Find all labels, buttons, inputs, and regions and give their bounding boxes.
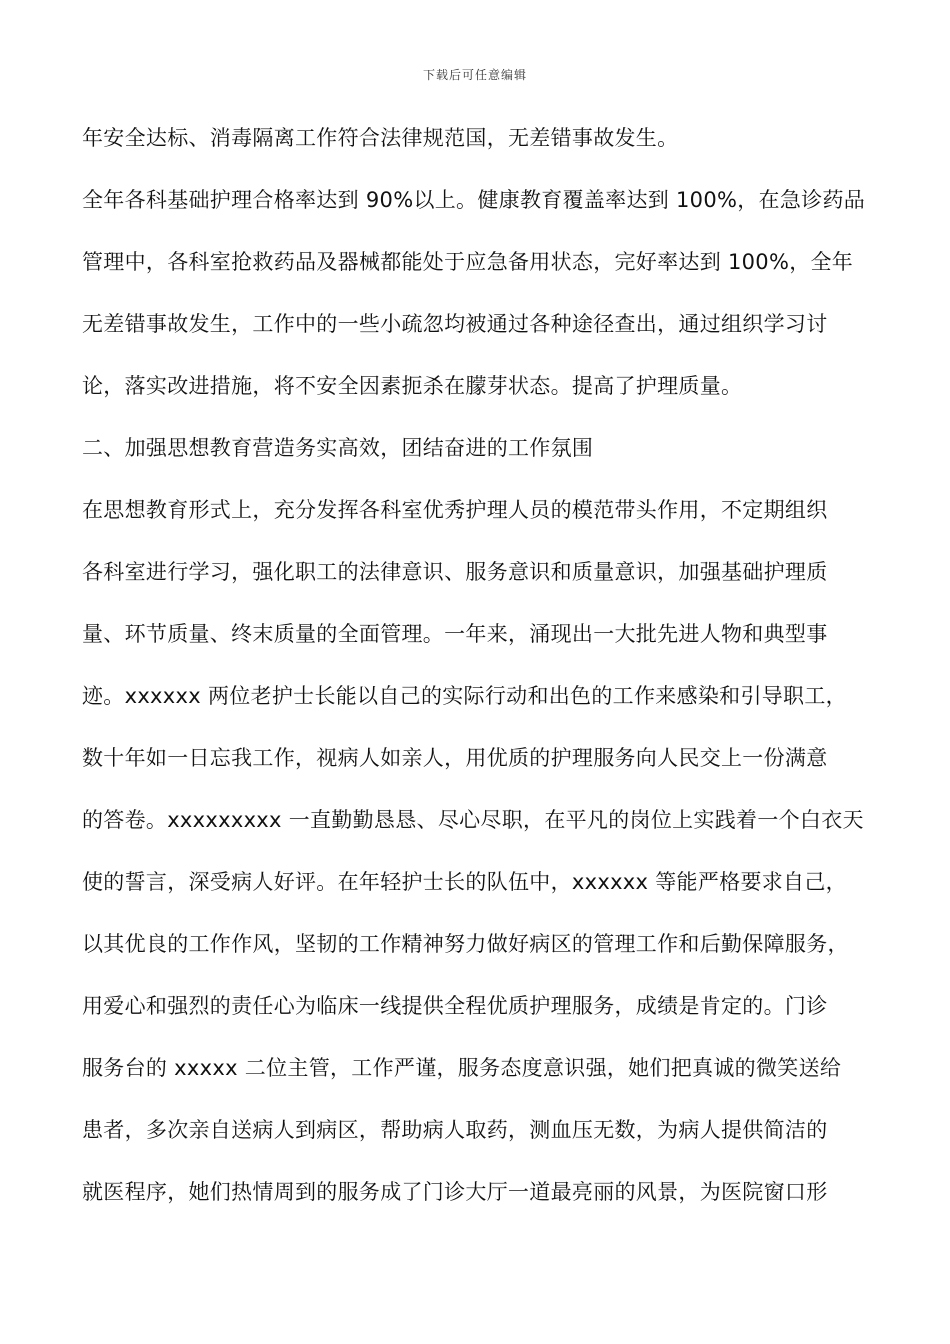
paragraph-line: 年安全达标、消毒隔离工作符合法律规范国，无差错事故发生。 xyxy=(82,126,679,150)
paragraph-line: 在思想教育形式上，充分发挥各科室优秀护理人员的模范带头作用，不定期组织 xyxy=(82,498,828,522)
paragraph-line: 管理中，各科室抢救药品及器械都能处于应急备用状态，完好率达到 100%，全年 xyxy=(82,250,854,274)
section-heading: 二、加强思想教育营造务实高效，团结奋进的工作氛围 xyxy=(82,436,594,460)
paragraph-line: 论，落实改进措施，将不安全因素扼杀在朦芽状态。提高了护理质量。 xyxy=(82,374,743,398)
paragraph-line: 迹。xxxxxx 两位老护士长能以自己的实际行动和出色的工作来感染和引导职工， xyxy=(82,684,847,708)
paragraph-line: 服务台的 xxxxx 二位主管，工作严谨，服务态度意识强，她们把真诚的微笑送给 xyxy=(82,1056,842,1080)
paragraph-line: 全年各科基础护理合格率达到 90%以上。健康教育覆盖率达到 100%，在急诊药品 xyxy=(82,188,866,212)
document-body xyxy=(82,118,882,1234)
paragraph-line: 用爱心和强烈的责任心为临床一线提供全程优质护理服务，成绩是肯定的。门诊 xyxy=(82,994,828,1018)
paragraph-line: 使的誓言，深受病人好评。在年轻护士长的队伍中，xxxxxx 等能严格要求自己， xyxy=(82,870,847,894)
paragraph-line: 的答卷。xxxxxxxxx 一直勤勤恳恳、尽心尽职，在平凡的岗位上实践着一个白衣天 xyxy=(82,808,864,832)
paragraph-line: 各科室进行学习，强化职工的法律意识、服务意识和质量意识，加强基础护理质 xyxy=(82,560,828,584)
page-header-note: 下载后可任意编辑 xyxy=(422,68,527,82)
paragraph-line: 以其优良的工作作风，坚韧的工作精神努力做好病区的管理工作和后勤保障服务， xyxy=(82,932,849,956)
paragraph-line: 量、环节质量、终末质量的全面管理。一年来，涌现出一大批先进人物和典型事 xyxy=(82,622,828,646)
paragraph-line: 患者，多次亲自送病人到病区，帮助病人取药，测血压无数，为病人提供简洁的 xyxy=(82,1118,828,1142)
paragraph-line: 无差错事故发生，工作中的一些小疏忽均被通过各种途径查出，通过组织学习讨 xyxy=(82,312,828,336)
paragraph-line: 就医程序，她们热情周到的服务成了门诊大厅一道最亮丽的风景，为医院窗口形 xyxy=(82,1180,828,1204)
paragraph-line: 数十年如一日忘我工作，视病人如亲人，用优质的护理服务向人民交上一份满意 xyxy=(82,746,828,770)
